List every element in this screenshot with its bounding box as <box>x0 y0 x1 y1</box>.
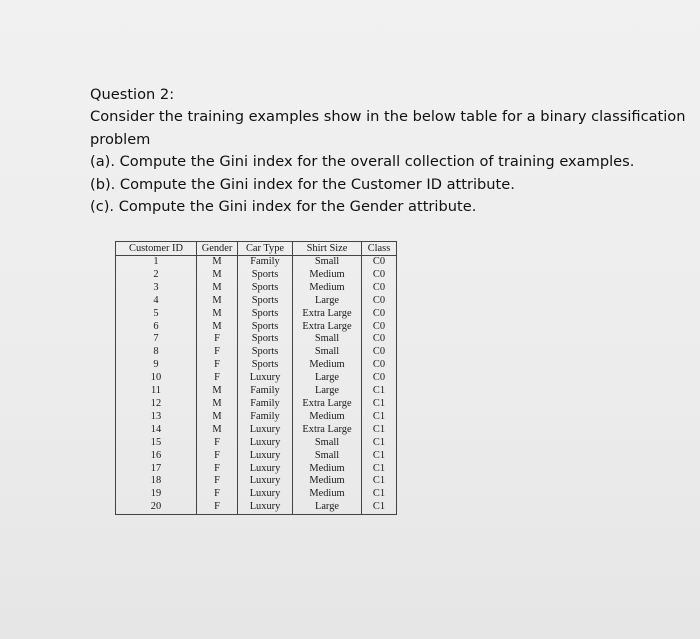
class-cell: C1 <box>362 488 397 501</box>
customer-id-cell: 3 <box>116 282 197 295</box>
header-customer-id: Customer ID <box>116 242 197 256</box>
shirt-size-cell: Small <box>293 450 362 463</box>
shirt-size-cell: Small <box>293 437 362 450</box>
table-row <box>116 411 397 424</box>
table-row <box>116 437 397 450</box>
car-type-cell: Family <box>238 398 293 411</box>
customer-id-cell: 5 <box>116 308 197 321</box>
customer-id-cell: 14 <box>116 424 197 437</box>
gender-cell: F <box>197 463 238 476</box>
shirt-size-cell: Medium <box>293 463 362 476</box>
header-gender: Gender <box>197 242 238 256</box>
customer-id-cell: 11 <box>116 385 197 398</box>
car-type-cell: Sports <box>238 333 293 346</box>
gender-cell: F <box>197 359 238 372</box>
class-cell: C0 <box>362 269 397 282</box>
shirt-size-cell: Medium <box>293 359 362 372</box>
customer-id-cell: 10 <box>116 372 197 385</box>
table-row <box>116 321 397 334</box>
class-cell: C1 <box>362 501 397 514</box>
customer-id-cell: 4 <box>116 295 197 308</box>
customer-id-cell: 20 <box>116 501 197 514</box>
customer-id-cell: 16 <box>116 450 197 463</box>
gender-cell: M <box>197 269 238 282</box>
table-row <box>116 282 397 295</box>
shirt-size-cell: Extra Large <box>293 308 362 321</box>
gender-cell: M <box>197 308 238 321</box>
customer-id-cell: 15 <box>116 437 197 450</box>
class-cell: C0 <box>362 256 397 269</box>
car-type-cell: Luxury <box>238 463 293 476</box>
gender-cell: F <box>197 475 238 488</box>
car-type-cell: Luxury <box>238 475 293 488</box>
table-row <box>116 333 397 346</box>
shirt-size-cell: Medium <box>293 411 362 424</box>
class-cell: C1 <box>362 411 397 424</box>
class-cell: C0 <box>362 372 397 385</box>
car-type-cell: Luxury <box>238 488 293 501</box>
car-type-cell: Sports <box>238 321 293 334</box>
shirt-size-cell: Small <box>293 333 362 346</box>
training-table-wrap <box>115 241 397 515</box>
shirt-size-cell: Extra Large <box>293 321 362 334</box>
table-row <box>116 295 397 308</box>
class-cell: C0 <box>362 321 397 334</box>
table-row <box>116 346 397 359</box>
table-row <box>116 488 397 501</box>
customer-id-cell: 2 <box>116 269 197 282</box>
gender-cell: M <box>197 411 238 424</box>
customer-id-cell: 7 <box>116 333 197 346</box>
gender-cell: F <box>197 450 238 463</box>
shirt-size-cell: Medium <box>293 475 362 488</box>
car-type-cell: Luxury <box>238 372 293 385</box>
customer-id-cell: 18 <box>116 475 197 488</box>
gender-cell: M <box>197 385 238 398</box>
gender-cell: M <box>197 424 238 437</box>
car-type-cell: Family <box>238 256 293 269</box>
table-row <box>116 256 397 269</box>
shirt-size-cell: Medium <box>293 269 362 282</box>
question-part-a: (a). Compute the Gini index for the overall collection of training examples. <box>90 153 635 171</box>
shirt-size-cell: Medium <box>293 488 362 501</box>
question-part-b: (b). Compute the Gini index for the Customer ID attribute. <box>90 175 515 193</box>
class-cell: C1 <box>362 450 397 463</box>
class-cell: C0 <box>362 359 397 372</box>
gender-cell: M <box>197 295 238 308</box>
shirt-size-cell: Large <box>293 385 362 398</box>
gender-cell: F <box>197 372 238 385</box>
gender-cell: F <box>197 501 238 514</box>
class-cell: C1 <box>362 437 397 450</box>
customer-id-cell: 17 <box>116 463 197 476</box>
class-cell: C1 <box>362 463 397 476</box>
gender-cell: F <box>197 488 238 501</box>
header-car-type: Car Type <box>238 242 293 256</box>
gender-cell: M <box>197 282 238 295</box>
car-type-cell: Sports <box>238 295 293 308</box>
class-cell: C1 <box>362 398 397 411</box>
car-type-cell: Sports <box>238 269 293 282</box>
header-shirt-size: Shirt Size <box>293 242 362 256</box>
car-type-cell: Sports <box>238 346 293 359</box>
shirt-size-cell: Small <box>293 256 362 269</box>
table-row <box>116 450 397 463</box>
gender-cell: F <box>197 437 238 450</box>
class-cell: C0 <box>362 346 397 359</box>
header-class: Class <box>362 242 397 256</box>
question-part-c: (c). Compute the Gini index for the Gender attribute. <box>90 198 477 216</box>
customer-id-cell: 8 <box>116 346 197 359</box>
shirt-size-cell: Medium <box>293 282 362 295</box>
table-row <box>116 424 397 437</box>
table-row <box>116 501 397 514</box>
table-row <box>116 385 397 398</box>
shirt-size-cell: Large <box>293 501 362 514</box>
gender-cell: M <box>197 256 238 269</box>
car-type-cell: Luxury <box>238 424 293 437</box>
table-row <box>116 475 397 488</box>
customer-id-cell: 13 <box>116 411 197 424</box>
question-title: Question 2: <box>90 86 175 103</box>
table-row <box>116 463 397 476</box>
car-type-cell: Family <box>238 411 293 424</box>
gender-cell: M <box>197 321 238 334</box>
shirt-size-cell: Small <box>293 346 362 359</box>
gender-cell: F <box>197 333 238 346</box>
customer-id-cell: 12 <box>116 398 197 411</box>
table-row <box>116 308 397 321</box>
car-type-cell: Luxury <box>238 501 293 514</box>
class-cell: C1 <box>362 385 397 398</box>
table-row <box>116 359 397 372</box>
class-cell: C0 <box>362 333 397 346</box>
gender-cell: M <box>197 398 238 411</box>
class-cell: C0 <box>362 282 397 295</box>
class-cell: C0 <box>362 295 397 308</box>
car-type-cell: Sports <box>238 282 293 295</box>
table-row <box>116 269 397 282</box>
shirt-size-cell: Extra Large <box>293 424 362 437</box>
table-header-row <box>116 242 397 256</box>
class-cell: C1 <box>362 424 397 437</box>
question-block <box>90 84 690 218</box>
customer-id-cell: 9 <box>116 359 197 372</box>
training-examples-table <box>115 241 397 515</box>
customer-id-cell: 1 <box>116 256 197 269</box>
table-row <box>116 398 397 411</box>
gender-cell: F <box>197 346 238 359</box>
shirt-size-cell: Extra Large <box>293 398 362 411</box>
question-intro-line1: Consider the training examples show in the below table for a binary classification <box>90 108 686 126</box>
car-type-cell: Sports <box>238 308 293 321</box>
car-type-cell: Luxury <box>238 437 293 450</box>
customer-id-cell: 6 <box>116 321 197 334</box>
class-cell: C1 <box>362 475 397 488</box>
shirt-size-cell: Large <box>293 295 362 308</box>
customer-id-cell: 19 <box>116 488 197 501</box>
class-cell: C0 <box>362 308 397 321</box>
table-row <box>116 372 397 385</box>
question-intro-line2: problem <box>90 130 151 148</box>
car-type-cell: Sports <box>238 359 293 372</box>
shirt-size-cell: Large <box>293 372 362 385</box>
table-body <box>116 256 397 515</box>
car-type-cell: Luxury <box>238 450 293 463</box>
car-type-cell: Family <box>238 385 293 398</box>
